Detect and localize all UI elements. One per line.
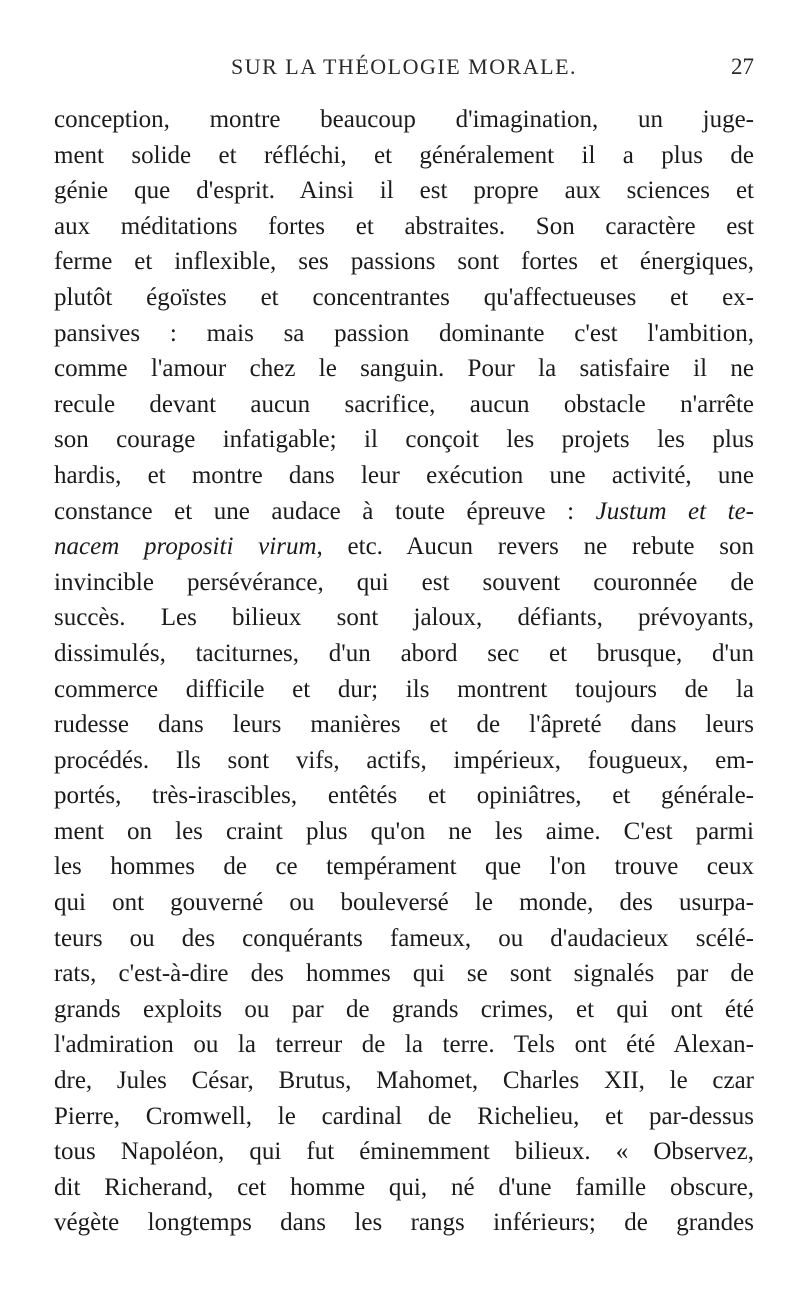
text-line: les hommes de ce tempérament que l'on trouve ceux [54, 853, 754, 881]
text-line: son courage infatigable; il conçoit les projets les plus [54, 426, 754, 454]
text-line: qui ont gouverné ou bouleversé le monde, des usurpa- [54, 889, 754, 917]
text-line: procédés. Ils sont vifs, actifs, impérieux, fougueux, em- [54, 746, 754, 774]
text-line: ment solide et réfléchi, et généralement il a plus de [54, 141, 754, 169]
text-line: portés, très-irascibles, entêtés et opiniâtres, et générale- [54, 782, 754, 810]
running-head [54, 54, 754, 90]
text-line: teurs ou des conquérants fameux, ou d'audacieux scélé- [54, 924, 754, 952]
text-line: dre, Jules César, Brutus, Mahomet, Charles XII, le czar [54, 1067, 754, 1095]
text-line: invincible persévérance, qui est souvent couronnée de [54, 568, 754, 596]
text-line: rudesse dans leurs manières et de l'âpreté dans leurs [54, 711, 754, 739]
text-line: pansives : mais sa passion dominante c'est l'ambition, [54, 319, 754, 347]
text-line: végète longtemps dans les rangs inférieurs; de grandes [54, 1209, 754, 1237]
text-line: génie que d'esprit. Ainsi il est propre aux sciences et [54, 177, 754, 205]
text-run: constance et une audace à toute épreuve : [54, 497, 575, 525]
text-line: dissimulés, taciturnes, d'un abord sec et brusque, d'un [54, 639, 754, 667]
text-line: Pierre, Cromwell, le cardinal de Richelieu, et par-dessus [54, 1102, 754, 1130]
italic-quote: nacem propositi virum [54, 533, 317, 561]
text-line: commerce difficile et dur; ils montrent toujours de la [54, 675, 754, 703]
text-run: , etc. Aucun revers ne rebute son [316, 533, 754, 561]
text-line: hardis, et montre dans leur exécution une activité, une [54, 461, 754, 489]
text-line-with-italic [54, 529, 754, 565]
text-line: ferme et inflexible, ses passions sont fortes et énergiques, [54, 248, 754, 276]
page-number: 27 [731, 54, 754, 79]
text-line: plutôt égoïstes et concentrantes qu'affectueuses et ex- [54, 283, 754, 311]
body-text [54, 102, 754, 1241]
text-line-with-italic [54, 494, 754, 530]
text-line: rats, c'est-à-dire des hommes qui se sont signalés par de [54, 960, 754, 988]
text-line: l'admiration ou la terreur de la terre. Tels ont été Alexan- [54, 1031, 754, 1059]
text-line: recule devant aucun sacrifice, aucun obstacle n'arrête [54, 390, 754, 418]
running-title: SUR LA THÉOLOGIE MORALE. [230, 54, 578, 79]
text-line: comme l'amour chez le sanguin. Pour la satisfaire il ne [54, 355, 754, 383]
italic-quote: Justum et te- [595, 497, 754, 525]
text-line: ment on les craint plus qu'on ne les aime. C'est parmi [54, 817, 754, 845]
text-line: grands exploits ou par de grands crimes, et qui ont été [54, 995, 754, 1023]
text-line: succès. Les bilieux sont jaloux, défiants, prévoyants, [54, 604, 754, 632]
text-line: aux méditations fortes et abstraites. Son caractère est [54, 212, 754, 240]
text-line: tous Napoléon, qui fut éminemment bilieux. « Observez, [54, 1138, 754, 1166]
text-line: dit Richerand, cet homme qui, né d'une famille obscure, [54, 1173, 754, 1201]
text-line: conception, montre beaucoup d'imagination, un juge- [54, 106, 754, 133]
